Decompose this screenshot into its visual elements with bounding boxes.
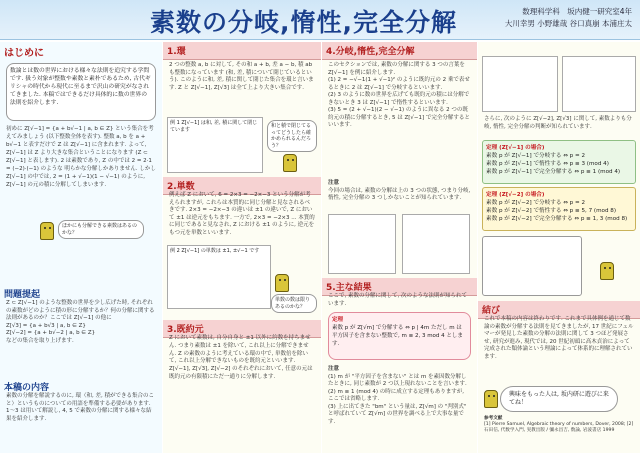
theorem-2-box [482,187,636,231]
authors-text: 大川幸男 小野雄哉 谷口真崩 本浦庄太 [504,19,632,28]
example-box-a [328,214,396,274]
theorem-2-line-1: 素数 p が Z[√−2] で分岐する ⇔ p = 2 [486,200,586,206]
section-5-intro-text: ここで, 素数の分解に関して, 次のような法則が知られています. [328,293,467,307]
note-block [322,178,477,218]
note2-item-1: (1) m が "平方因子を含まない" とは m を素因数分解したときに, 同じ素数が 2 つ以上現れないことを言います. [328,373,467,387]
section-4-item-2: (2) 3 のように数の世界を広げても既約元の積には分解できないとき 3 は Z[√−1] で惰性するといいます. [328,92,470,106]
problem-body: Z ⊂ Z[√−1] のような整数の世界を少し広げた時, それぞれの素数がどのように積の形に分解するか？何の分解に関する法則があるのか？ここでは Z[√−1] の他に [6,300,155,321]
column-1 [0,42,162,453]
section-1-heading: 1.環 [163,42,321,60]
content-text [0,391,162,447]
example-box-d [562,56,636,112]
intro-heading: はじめに [4,48,44,59]
section-2-bubble-text: 単数の数は限りあるのかな？ [275,297,311,310]
theorem-1-label: 定理 (Z[√−1] の場合) [486,145,545,151]
section-1-body: 2 つの整数 a, b に対して, その和 a + b, 差 a − b, 積 ab も整数になっています (和, 差, 積について閉じているという). このように和, 差, 積に関して閉じた集合を環と言います. Z と Z[√−1], Z[√3] は全て上より大きい集合です. [169,62,314,91]
section-3-body: Z において素数は, 自分自身と ±1 以外に約数を持ちません. つまり素数は ±1 を除いて, これ以上に分解できません. Z の素数のように考えている環の中で, 単数倍を除いて, これ以上分解できないものを既約元といいます. Z[√−1], Z[√3], Z[√−2] のそれぞれにおいて, 任意の元は既約元の有限積にただ一通りに分解します. [169,335,313,380]
content-body: 素数の分解を解説するのに, 環（和, 差, 積ができる集合のこと）というものについての用語を準備する必要があります. 1〜3 は用いて解説し, 4, 5 で素数の分解に関する様々な結果を紹介します. [6,393,154,422]
conclusion-body: これで本稿の内容は終わりです. これまで具体例を通じて数論の素数が分解する法則を見てきましたが, 17 世紀にフェルマーが発見した素数の分解の法則に関して 3 つほど発展させ, 研究が進み, 現代では, 20 世紀初頭に高木貞治によって完成された類体論という理論によって体系的に理解されています. [484,316,634,360]
column-4 [478,42,640,453]
content-heading: 本稿の内容 [4,383,50,393]
section-4-text [322,60,477,178]
theorem-label: 定理 [332,317,344,323]
conclusion-bubble [500,386,618,412]
example-box-c [482,56,558,112]
section-4-item-3: (3) 5 = (2 + √−1)(2 − √−1) のように異なる 2 つの既約元の積に分解するとき, 5 は Z[√−1] で完全分解するといいます. [328,107,470,128]
conclusion-text [478,314,640,382]
section-2-heading: 2.単数 [163,177,321,195]
theorem-2-line-3: 素数 p が Z[√−2] で完全分解する ⇔ p ≡ 1, 3 (mod 8) [486,216,628,222]
note2-item-3: (3) 上に出てきた "bm" という量は, Z[√m] の "判別式" と呼ばれていて Z[√m] の世界を調べる上で大事な量です. [328,403,467,425]
intro-box [6,63,156,121]
column-2 [163,42,321,453]
example-1-text: 例 1 Z[√−1] は和, 差, 積に関して閉じています [170,120,258,133]
section-1-bubble-text: 和と積で閉じてるってどうしたら確かめられるんだろう？ [271,123,312,149]
intro-math-text: 初めに Z[√−1] = {a + b√−1 | a, b ∈ Z} という集合を考えてみましょう (以下整数全体を表す). 整数 a, b を a + b√−1 と表すだけで Z は Z[√−1] に含まれます. よって, Z[√−1] は Z より大きな集合ということになります (Z ⊂ Z[√−1] と表します). 2 は素数であり, Z の中では 2 = 2·1 = (−2)·(−1) のような 明らかな分解しかありません. しかし Z[√−1] の中では, 2 = (1 + √−1)(1 − √−1) のように, Z[√−1] の元の積に分解してしまいます. [6,126,156,188]
references-text: [1] Pierre Samuel, Algebraic theory of numbers, Dover, 2008; [2] 石田信, 代数学入門, 実教出版 / 彌永昌吉, 数論, 岩波書店 1999 [484,422,634,433]
department-text: 数理科学科 坂内健一研究室4年 [522,7,632,16]
problem-heading: 問題提起 [4,290,41,300]
note-text: 今回の場合は, 素数の分解は上の 3 つの状態, つまり分岐, 惰性, 完全分解の 3 つしかないことが知られています. [328,187,471,201]
section-4-heading: 4.分岐,惰性,完全分解 [322,42,477,60]
problem-tail: などの集合を取り上げます. [6,337,74,344]
mascot-icon-2 [283,154,297,172]
theorem-2-label: 定理 (Z[√−2] の場合) [486,192,545,198]
problem-set-1: Z[√3] = {a + b√3 | a, b ∈ Z} [6,322,86,329]
mascot-bubble-text: ほかにも分解できる素数はあるのかな？ [62,223,138,236]
theorem-1-line-3: 素数 p が Z[√−1] で完全分解する ⇔ p ≡ 1 (mod 4) [486,169,621,175]
example-1-box [167,117,263,173]
references [478,414,640,450]
section-4-item-1: (1) 2 = −√−1(1 + √−1)² のように既約元の 2 乗で表せるときに 2 は Z[√−1] で分岐するといいます. [328,77,470,91]
intro-text: 数論とは数の世界における様々な法則を追究する学問です. 扱う対象が整数や素数と素朴であるため, 古代ギリシャの時代から現代に至るまで沢山の研究がなされてきました. 本稿ではできるだけ具体的に数の世界の法則を紹介します. [10,68,151,106]
theorem-1-line-1: 素数 p が Z[√−1] で分岐する ⇔ p = 2 [486,153,586,159]
section-4-intro: このセクションでは, 素数の分解に関する 3 つの言葉を Z[√−1] を例に紹介します. [328,62,465,76]
section-3-text [163,333,321,443]
section-1-text [163,60,321,112]
mascot-icon-3 [275,274,289,292]
mascot-icon-4 [600,262,614,280]
conclusion-bubble-text: 興味をもった人は, 坂内研に遊びに来てね！ [509,391,609,406]
mascot-bubble [58,220,144,239]
section-5-heading: 5.主な結果 [322,278,477,296]
theorem-1-line-2: 素数 p が Z[√−1] で惰性する ⇔ p ≡ 3 (mod 4) [486,161,609,167]
section-2-bubble [271,294,317,313]
problem-set-2: Z[√−2] = {a + b√−2 | a, b ∈ Z} [6,330,96,336]
section-1-bubble [267,120,317,152]
example-2-text: 例 2 Z[√−1] の単数は ±1, ±√−1 です [170,248,260,254]
theorem-2-line-2: 素数 p が Z[√−2] で惰性する ⇔ p ≡ 5, 7 (mod 8) [486,208,617,214]
note2-block [322,364,477,452]
example-2-box [167,245,271,309]
theorem-box [328,312,471,360]
note2-item-2: (2) m ≡ 1 (mod 4) の時に成立する定理もありますが, ここでは省略します. [328,388,464,402]
theorem-1-box [482,140,636,184]
column-3 [322,42,477,453]
problem-text [0,298,162,350]
theorem-text: 素数 p が Z[√m] で分解する ⇔ p | 4m ただし m は平方因子を含まない整数で, m ≡ 2, 3 mod 4 とします. [332,325,463,347]
mascot-icon-5 [484,390,498,408]
note-heading: 注意 [328,180,340,186]
note2-heading: 注意 [328,366,340,372]
mascot-icon [40,222,54,240]
section-5-intro [322,291,477,309]
conclusion-heading: 結び [478,301,640,319]
section-2-body: 例えば Z において, 6 = 2×3 = −2×−3 という分解が考えられますが, これらは本質的に同じ分解と見なされるべきです. 2×3 = −2×−3 の違いは ±1 の違いで, Z において ±1 は逆元をもちます. 一方で, 2×3 = −2×3 ... 本質的に同じであると見なされ, Z における ±1 のように, 逆元をもつ元を単数といいます. [169,192,315,236]
references-label: 参考文献 [484,416,503,421]
section-2-text [163,190,321,242]
col4-intro-text: さらに, 次のように Z[√−2], Z[√3] に関して, 素数よりも分岐, 惰性, 完全分解の判断が知られています. [484,116,632,130]
poster-header [0,0,640,40]
col4-intro [478,114,640,138]
section-3-heading: 3.既約元 [163,320,321,338]
example-box-e [482,236,582,296]
poster-title: 素数の分岐,惰性,完全分解 [150,8,457,37]
author-block [505,6,632,30]
example-box-b [402,214,470,274]
